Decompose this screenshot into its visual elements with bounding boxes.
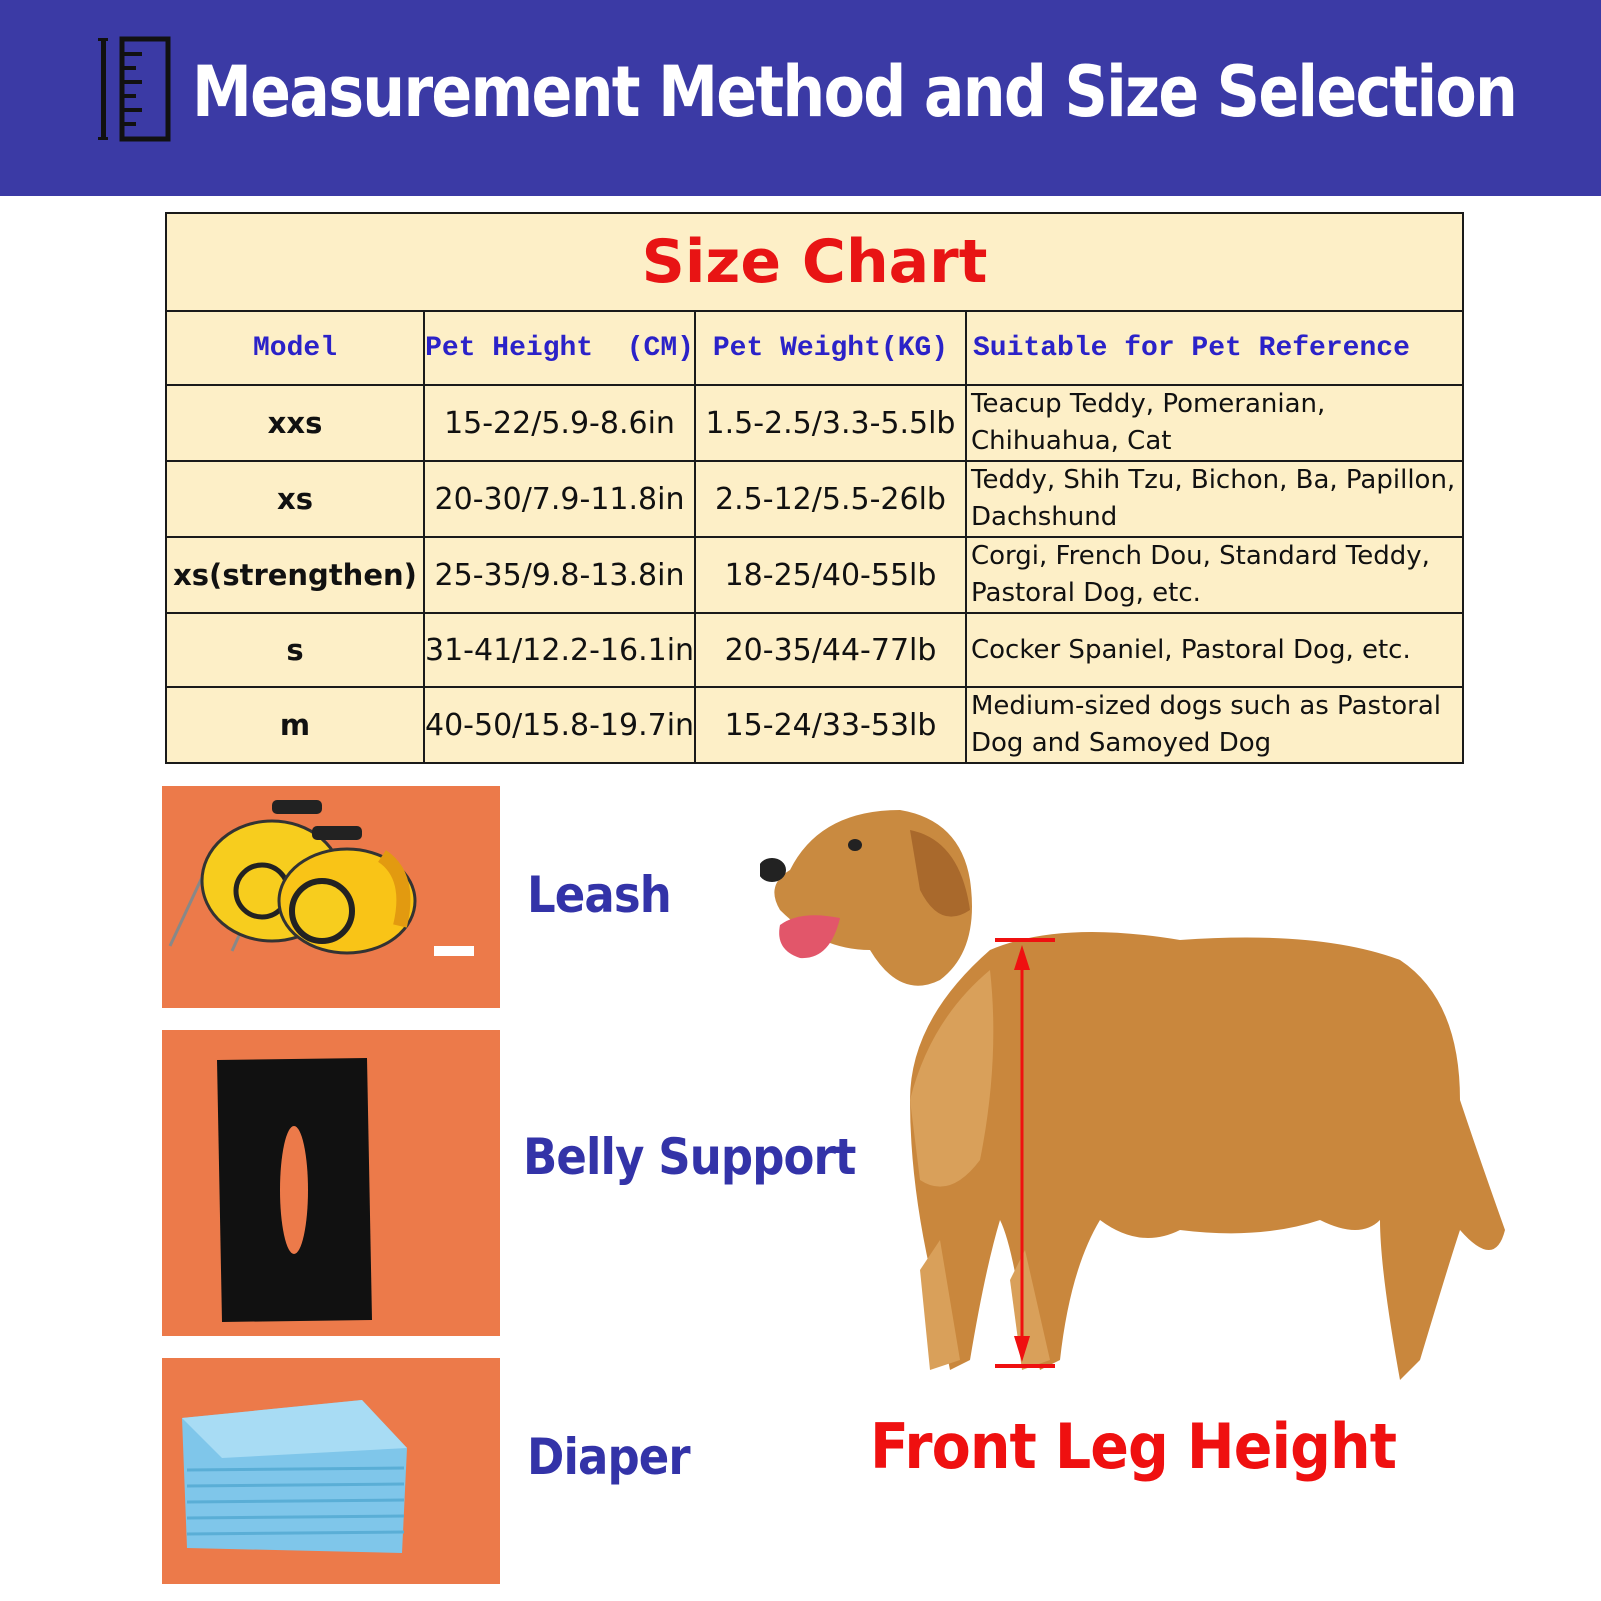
model-cell: xxs [166,385,424,461]
table-row [166,385,1463,461]
belly-support-image [162,1030,500,1336]
header-banner [0,0,1601,196]
reference-cell: Cocker Spaniel, Pastoral Dog, etc. [966,613,1463,687]
table-row [166,461,1463,537]
diaper-image [162,1358,500,1584]
size-chart-table [165,212,1464,764]
diaper-label: Diaper [527,1428,690,1486]
table-header-row [166,311,1463,385]
golden-retriever-icon [760,800,1560,1440]
model-cell: xs [166,461,424,537]
height-cell: 40-50/15.8-19.7in [424,687,695,763]
reference-cell: Teddy, Shih Tzu, Bichon, Ba, Papillon, Dachshund [966,461,1463,537]
weight-cell: 18-25/40-55lb [695,537,966,613]
leash-icon [162,786,500,1008]
leash-label: Leash [527,866,671,924]
belly-support-icon [162,1030,500,1336]
height-cell: 31-41/12.2-16.1in [424,613,695,687]
height-cell: 15-22/5.9-8.6in [424,385,695,461]
model-cell: s [166,613,424,687]
weight-cell: 1.5-2.5/3.3-5.5lb [695,385,966,461]
weight-cell: 2.5-12/5.5-26lb [695,461,966,537]
reference-cell: Medium-sized dogs such as Pastoral Dog and Samoyed Dog [966,687,1463,763]
table-row [166,687,1463,763]
reference-cell: Teacup Teddy, Pomeranian, Chihuahua, Cat [966,385,1463,461]
belly-support-label: Belly Support [523,1128,856,1186]
ruler-icon [96,36,172,142]
header-reference: Suitable for Pet Reference [966,311,1463,385]
leash-image [162,786,500,1008]
model-cell: xs(strengthen) [166,537,424,613]
header-pet-weight: Pet Weight(KG) [695,311,966,385]
size-chart-title: Size Chart [166,213,1463,311]
height-cell: 20-30/7.9-11.8in [424,461,695,537]
header-model: Model [166,311,424,385]
header-pet-height: Pet Height (CM) [424,311,695,385]
table-row [166,537,1463,613]
model-cell: m [166,687,424,763]
height-cell: 25-35/9.8-13.8in [424,537,695,613]
front-leg-height-label: Front Leg Height [870,1410,1397,1483]
weight-cell: 15-24/33-53lb [695,687,966,763]
weight-cell: 20-35/44-77lb [695,613,966,687]
diaper-icon [162,1358,500,1584]
page-title: Measurement Method and Size Selection [192,51,1517,133]
table-row [166,613,1463,687]
reference-cell: Corgi, French Dou, Standard Teddy, Pastoral Dog, etc. [966,537,1463,613]
